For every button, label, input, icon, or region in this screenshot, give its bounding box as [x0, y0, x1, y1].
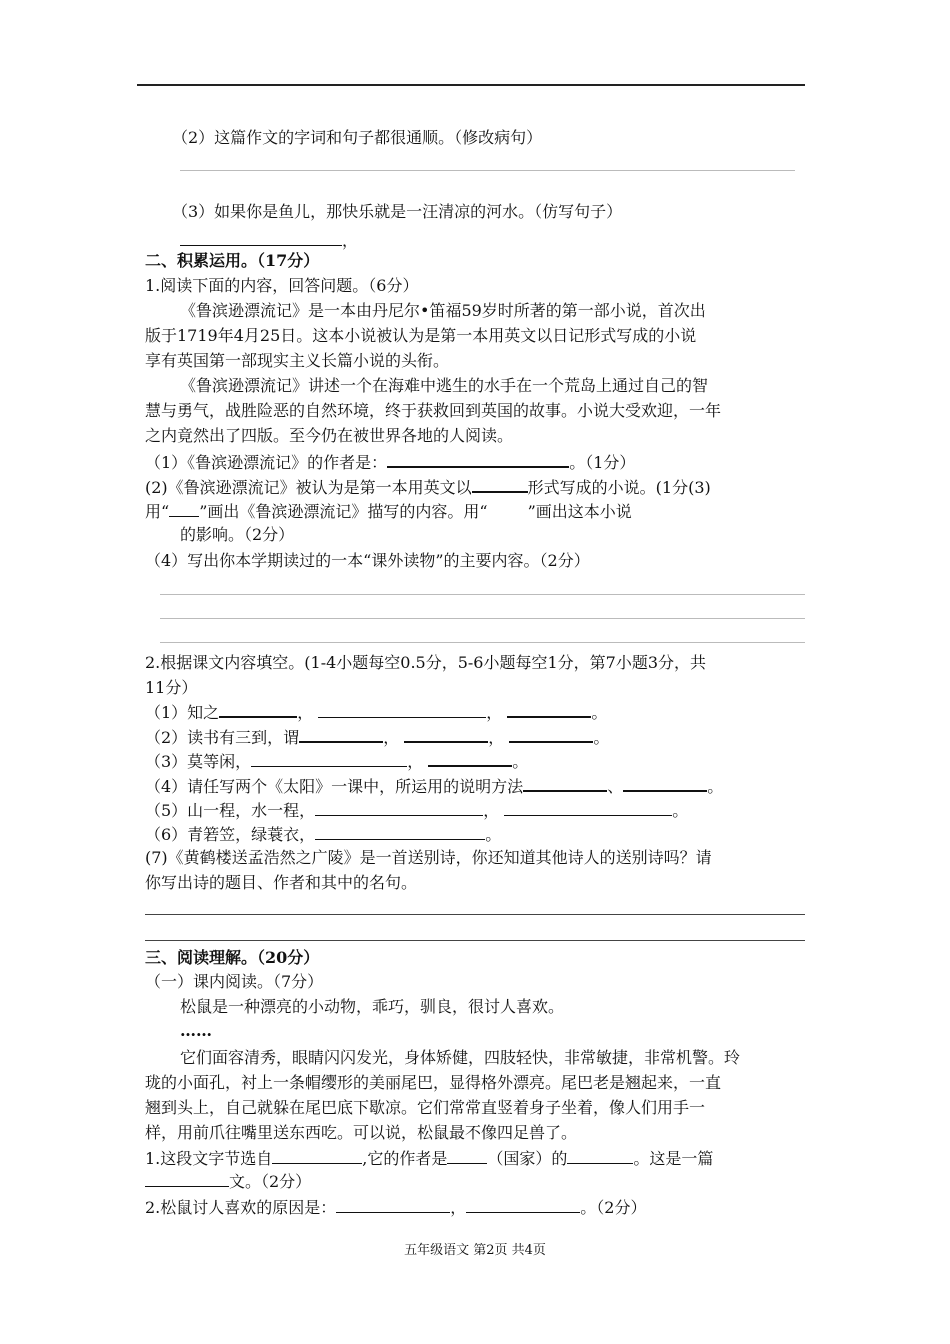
- reading-line: 翘到头上，自己就躲在尾巴底下歇凉。它们常常直竖着身子坐着，像人们用手一: [145, 1098, 706, 1117]
- fill-blank[interactable]: [509, 724, 593, 743]
- fill-blank[interactable]: [404, 724, 488, 743]
- form-blank[interactable]: [472, 474, 528, 493]
- fill-item-4: （4）请任写两个《太阳》一课中，所运用的说明方法 、 。: [145, 773, 723, 799]
- passage-line: 《鲁滨逊漂流记》是一本由丹尼尔•笛福59岁时所著的第一部小说，首次出: [180, 301, 706, 320]
- fill-blank[interactable]: [507, 699, 591, 718]
- wavy-underline-sample: [488, 503, 528, 517]
- question-2-revise: （2）这篇作文的字词和句子都很通顺。（修改病句）: [172, 128, 543, 147]
- fill-item-1: （1）知之 ， ， 。: [145, 699, 607, 725]
- fill-blank[interactable]: [219, 699, 297, 718]
- fill-blank[interactable]: [272, 1146, 362, 1164]
- reading-line: 样，用前爪往嘴里送东西吃。可以说，松鼠最不像四足兽了。: [145, 1123, 578, 1142]
- ellipsis: ……: [180, 1021, 212, 1040]
- fill-blank[interactable]: [336, 1195, 450, 1213]
- s2-q1-sub3-cont: 的影响。（2分）: [180, 525, 295, 544]
- fill-item-5: （5）山一程，水一程， ， 。: [145, 798, 688, 823]
- answer-line[interactable]: [160, 618, 805, 619]
- passage-line: 《鲁滨逊漂流记》讲述一个在海难中逃生的水手在一个荒岛上通过自己的智: [180, 376, 709, 395]
- author-blank[interactable]: [387, 449, 569, 468]
- fill-blank[interactable]: [315, 798, 483, 816]
- question-3-imitate: （3）如果你是鱼儿，那快乐就是一汪清凉的河水。（仿写句子）: [172, 202, 623, 221]
- reading-line: 它们面容清秀，眼睛闪闪发光，身体矫健，四肢轻快，非常敏捷，非常机警。玲: [180, 1048, 741, 1067]
- section-2-heading: 二、积累运用。（17分）: [145, 251, 320, 270]
- s2-q1-sub3: 用“ ”画出《鲁滨逊漂流记》描写的内容。用“ ”画出这本小说: [145, 499, 632, 524]
- s3-q1-cont: 文。（2分）: [145, 1169, 311, 1194]
- fill-blank[interactable]: [567, 1146, 633, 1164]
- question-3-answer: ，: [180, 228, 358, 253]
- fill-item-7-cont: 你写出诗的题目、作者和其中的名句。: [145, 873, 418, 892]
- answer-line[interactable]: [145, 914, 805, 915]
- s2-q1-sub4: （4）写出你本学期读过的一本“课外读物”的主要内容。（2分）: [145, 551, 590, 570]
- fill-blank[interactable]: [315, 822, 485, 840]
- answer-line[interactable]: [160, 594, 805, 595]
- s2-q2-prompt-cont: 11分）: [145, 678, 198, 697]
- fill-blank[interactable]: [145, 1169, 229, 1187]
- fill-blank[interactable]: [447, 1146, 487, 1164]
- fill-blank[interactable]: [428, 748, 512, 767]
- passage-line: 版于1719年4月25日。这本小说被认为是第一本用英文以日记形式写成的小说: [145, 326, 697, 345]
- answer-blank[interactable]: [180, 228, 342, 246]
- answer-line[interactable]: [145, 940, 805, 941]
- s2-q1-sub1: （1）《鲁滨逊漂流记》的作者是： 。（1分）: [145, 449, 635, 475]
- passage-line: 享有英国第一部现实主义长篇小说的头衔。: [145, 351, 450, 370]
- s3-part1-heading: （一）课内阅读。（7分）: [145, 972, 324, 991]
- fill-blank[interactable]: [299, 724, 383, 743]
- fill-blank[interactable]: [523, 773, 607, 792]
- s2-q1-prompt: 1.阅读下面的内容，回答问题。（6分）: [145, 276, 419, 295]
- fill-item-2: （2）读书有三到，谓 ， ， 。: [145, 724, 609, 750]
- fill-item-3: （3）莫等闲， ， 。: [145, 748, 528, 774]
- passage-line: 之内竟然出了四版。至今仍在被世界各地的人阅读。: [145, 426, 514, 445]
- fill-blank[interactable]: [504, 798, 672, 816]
- reading-line: 松鼠是一种漂亮的小动物，乖巧，驯良，很讨人喜欢。: [180, 997, 565, 1016]
- fill-item-7: (7)《黄鹤楼送孟浩然之广陵》是一首送别诗，你还知道其他诗人的送别诗吗？请: [145, 848, 712, 867]
- page-footer: 五年级语文 第2页 共4页: [404, 1243, 546, 1258]
- answer-line[interactable]: [180, 170, 795, 171]
- s3-q1: 1.这段文字节选自 ,它的作者是 （国家）的 。这是一篇: [145, 1146, 713, 1171]
- straight-underline-sample: [169, 499, 199, 517]
- fill-item-6: （6）青箬笠，绿蓑衣， 。: [145, 822, 501, 847]
- s2-q2-prompt: 2.根据课文内容填空。(1-4小题每空0.5分，5-6小题每空1分，第7小题3分，共: [145, 653, 707, 672]
- s2-q1-sub2: (2)《鲁滨逊漂流记》被认为是第一本用英文以 形式写成的小说。(1分(3): [145, 474, 711, 500]
- header-rule: [137, 84, 805, 86]
- fill-blank[interactable]: [623, 773, 707, 792]
- section-3-heading: 三、阅读理解。（20分）: [145, 948, 320, 967]
- fill-blank[interactable]: [466, 1195, 580, 1213]
- answer-line[interactable]: [160, 642, 805, 643]
- fill-blank[interactable]: [318, 700, 486, 718]
- fill-blank[interactable]: [251, 749, 407, 767]
- reading-line: 珑的小面孔，衬上一条帽缨形的美丽尾巴，显得格外漂亮。尾巴老是翘起来，一直: [145, 1073, 722, 1092]
- s3-q2: 2.松鼠讨人喜欢的原因是： ， 。（2分）: [145, 1195, 646, 1220]
- passage-line: 慧与勇气，战胜险恶的自然环境，终于获救回到英国的故事。小说大受欢迎，一年: [145, 401, 722, 420]
